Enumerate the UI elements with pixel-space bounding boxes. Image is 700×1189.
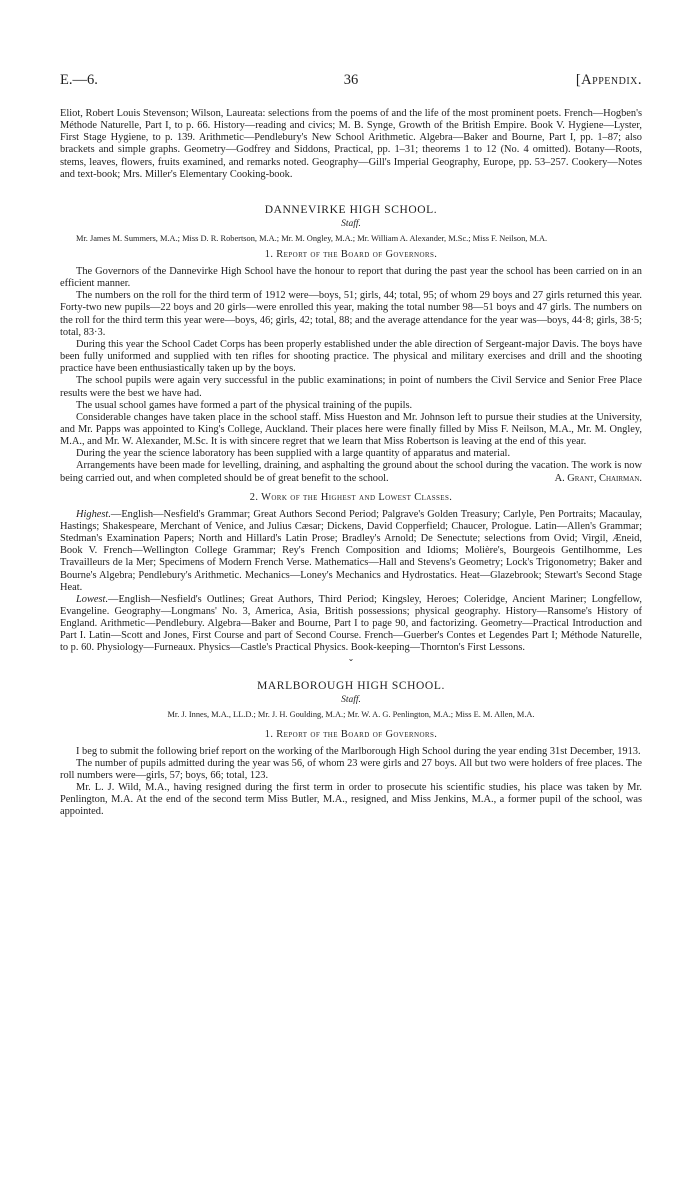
lowest-text: —English—Nesfield's Outlines; Great Authors, Third Period; Kingsley, Heroes; Coleridge, Ancient Mariner; Longfellow, Evangeline. Geography—Longmans' No. 3, America, Asia, British possessions; physical geography. History—Ransome's History of England. Arithmetic—Pendlebury. Algebra—Baker and Bourne, Part I to page 90, and factorizing. Geometry—Practical Introduction and Part I. Latin—Scott and Jones, First Course and part of Second Course. French—Guerber's Contes et Legendes Part I; Méthode Naturelle, to p. 60. Physiology—Furneaux. Physics—Castle's Practical Physics. Book-keeping—Thornton's First Lessons. [60, 593, 642, 654]
dannevirke-staff-label: Staff. [341, 218, 361, 229]
lowest-class-paragraph [60, 594, 642, 655]
highest-label: Highest. [76, 508, 111, 520]
dannevirke-report-paragraph: The numbers on the roll for the third term of 1912 were—boys, 51; girls, 44; total, 95; of whom 29 boys and 27 girls returned this year. Forty-two new pupils—22 boys and 20 girls—were enrolled this year, making the total number 98—51 boys and 47 girls. The numbers on the roll for the third term this year were—boys, 46; girls, 42; total, 88; and the average attendance for the year was—boys, 44·8; girls, 38·5; total, 83·3. [60, 290, 642, 338]
dannevirke-title: DANNEVIRKE HIGH SCHOOL. [264, 203, 438, 216]
highest-class-paragraph [60, 509, 642, 594]
page-header [60, 72, 642, 94]
header-appendix: [Appendix. [575, 72, 642, 88]
lowest-label: Lowest. [76, 593, 109, 605]
marlborough-title: MARLBOROUGH HIGH SCHOOL. [257, 679, 445, 692]
marlborough-staff-label: Staff. [341, 694, 361, 705]
marlborough-staff-list: Mr. J. Innes, M.A., LL.D.; Mr. J. H. Goulding, M.A.; Mr. W. A. G. Penlington, M.A.; Miss E. M. Allen, M.A. [167, 709, 535, 719]
dannevirke-staff-list: Mr. James M. Summers, M.A.; Miss D. R. Robertson, M.A.; Mr. M. Ongley, M.A.; Mr. William A. Alexander, M.Sc.; Miss F. Neilson, M.A. [76, 233, 548, 243]
dannevirke-report-paragraph: Considerable changes have taken place in the school staff. Miss Hueston and Mr. Johnson left to pursue their studies at the University, and Mr. Papps was appointed to King's College, Auckland. Their places here were finally filled by Miss F. Neilson, M.A., Mr. M. Ongley, M.A., and Mr. W. Alexander, M.Sc. It is with sincere regret that we learn that Miss Robertson is leaving at the end of this year. [60, 411, 642, 448]
marlborough-report-paragraph: Mr. L. J. Wild, M.A., having resigned during the first term in order to prosecute his scientific studies, his place was taken by Mr. Penlington, M.A. At the end of the second term Miss Butler, M.A., resigned, and Miss Jenkins, M.A., a former pupil of the school, was appointed. [60, 782, 642, 818]
dannevirke-report-paragraph [60, 460, 642, 484]
dannevirke-report-text: Arrangements have been made for levelling, draining, and asphalting the ground about the school during the vacation. The work is now being carried out, and when completed should be of great benefit to the school. [60, 460, 642, 484]
dannevirke-report-paragraph: The school pupils were again very successful in the public examinations; in point of numbers the Civil Service and Senior Free Place results were the best we have had. [60, 375, 642, 399]
dannevirke-report-heading: 1. Report of the Board of Governors. [264, 248, 438, 260]
dannevirke-report-paragraph: During this year the School Cadet Corps has been properly established under the able direction of Sergeant-major Davis. The boys have been fully uniformed and supplied with ten rifles for shooting practice. The physical and military exercises and drill and the shooting practice have been enthusiastically taken up by the boys. [60, 338, 642, 375]
marlborough-report-heading: 1. Report of the Board of Governors. [264, 728, 438, 740]
chairman-signature: A. Grant, Chairman. [554, 472, 642, 484]
header-reference: E.—6. [60, 72, 98, 88]
highest-text: —English—Nesfield's Grammar; Great Authors Second Period; Palgrave's Golden Treasury; Carlyle, Pen Portraits; Macaulay, Hastings; Shakespeare, Merchant of Venice, and Julius Cæsar; Dickens, David Copperfield; Chaucer, Prologue. Latin—Allen's Grammar; Stedman's Examination Papers; North and Hillard's Latin Prose; Bradley's Arnold; De Senectute; selections from Ovid; Virgil, Æneid, Book V. French—Wellington College Grammar; Rey's French Composition and Idioms; Molière's, Bourgeois Gentilhomme, Les Travailleurs de la Mer; Specimens of Modern French Verse. Mathematics—Hall and Stevens's Geometry; Lock's Trigonometry; Baker and Bourne's Algebra; Pendlebury's Arithmetic. Mechanics—Loney's Mechanics and Hydrostatics. Heat—Glazebrook; Stewart's Second Stage Heat. [60, 508, 642, 593]
marlborough-report-paragraph: The number of pupils admitted during the year was 56, of whom 23 were girls and 27 boys. All but two were holders of free places. The roll numbers were—girls, 57; boys, 66; total, 123. [60, 757, 642, 781]
intro-paragraph: Eliot, Robert Louis Stevenson; Wilson, Laureata: selections from the poems of and the life of the most prominent poets. French—Hogben's Méthode Naturelle, Part I, to p. 66. History—reading and civics; M. B. Synge, Growth of the British Empire. Book V. Hygiene—Lyster, First Stage Hygiene, to p. 139. Arithmetic—Pendlebury's New School Arithmetic. Algebra—Baker and Bourne, Part I, pp. 1–87; also brackets and simple graphs. Geometry—Godfrey and Siddons, Practical, pp. 1–31; theorems 1 to 12 (No. 4 omitted). Botany—Roots, stems, leaves, flowers, fruits examined, and remarks noted. Geography—Gill's Imperial Geography, Europe, pp. 53–257. Cookery—Notes and text-book; Mrs. Miller's Elementary Cooking-book. [60, 108, 642, 180]
document-page [60, 72, 642, 819]
marlborough-report-paragraph: I beg to submit the following brief report on the working of the Marlborough High School during the year ending 31st December, 1913. [76, 745, 641, 757]
dannevirke-classes-heading: 2. Work of the Highest and Lowest Classes. [249, 491, 453, 503]
dannevirke-report-paragraph: The usual school games have formed a part of the physical training of the pupils. [76, 399, 413, 411]
dannevirke-report-paragraph: During the year the science laboratory has been supplied with a large quantity of apparatus and material. [76, 448, 511, 460]
dannevirke-report-paragraph: The Governors of the Dannevirke High School have the honour to report that during the past year the school has been carried on in an efficient manner. [60, 265, 642, 290]
section-divider-mark: ⌄ [347, 653, 355, 663]
page-number: 36 [343, 72, 359, 88]
